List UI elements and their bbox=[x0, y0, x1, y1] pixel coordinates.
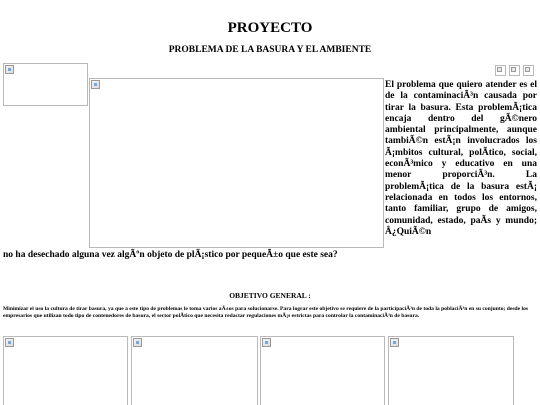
broken-image-icon bbox=[91, 80, 100, 89]
broken-image-icon bbox=[133, 338, 142, 347]
broken-image-bottom-3 bbox=[260, 336, 385, 405]
page-subtitle: PROBLEMA DE LA BASURA Y EL AMBIENTE bbox=[168, 45, 372, 55]
broken-image-icon bbox=[509, 65, 520, 76]
objective-text: Minimizar el uso la cultura de tirar basura, ya que a este tipo de problemas le toma varios aÃ±os para solucionarse. Para lograr este objetivo se requiere de la participaciÃ³n de toda la poblaciÃ³n en su conjunto; desde los empresarios que utilizan todo tipo de contenedores de basura, el sector polÃtico que necesita redactar regulaciones mÃ¡s estrictas para controlar la contaminaciÃ³n de basura. bbox=[3, 306, 529, 320]
intro-paragraph-continued: no ha desechado alguna vez algÃºn objeto de plÃ¡stico por pequeÃ±o que este sea? bbox=[3, 250, 338, 260]
broken-image-icon bbox=[5, 338, 14, 347]
broken-image-center bbox=[89, 78, 384, 248]
page-title: PROYECTO bbox=[227, 20, 313, 36]
broken-image-bottom-2 bbox=[131, 336, 258, 405]
objective-heading: OBJETIVO GENERAL : bbox=[229, 291, 311, 300]
broken-image-bottom-4 bbox=[388, 336, 514, 405]
broken-image-icon bbox=[495, 65, 506, 76]
broken-image-left bbox=[3, 63, 88, 106]
broken-image-icon bbox=[5, 65, 14, 74]
broken-image-icon bbox=[523, 65, 534, 76]
broken-image-icon bbox=[390, 338, 399, 347]
intro-paragraph: El problema que quiero atender es el de la contaminaciÃ³n causada por tirar la basura. Esta problemÃ¡tica encaja dentro del gÃ©nero ambiental principalmente, aunque tambiÃ©n estÃ¡n involucrados los Ã¡mbitos cultural, polÃtico, social, econÃ³mico y educativo en una menor proporciÃ³n. La problemÃ¡tica de la basura estÃ¡ relacionada en todos los entornos, tanto familiar, grupo de amigos, comunidad, estado, paÃs y mundo; Â¿QuiÃ©n bbox=[385, 80, 537, 237]
broken-image-bottom-1 bbox=[3, 336, 128, 405]
broken-image-icon bbox=[262, 338, 271, 347]
